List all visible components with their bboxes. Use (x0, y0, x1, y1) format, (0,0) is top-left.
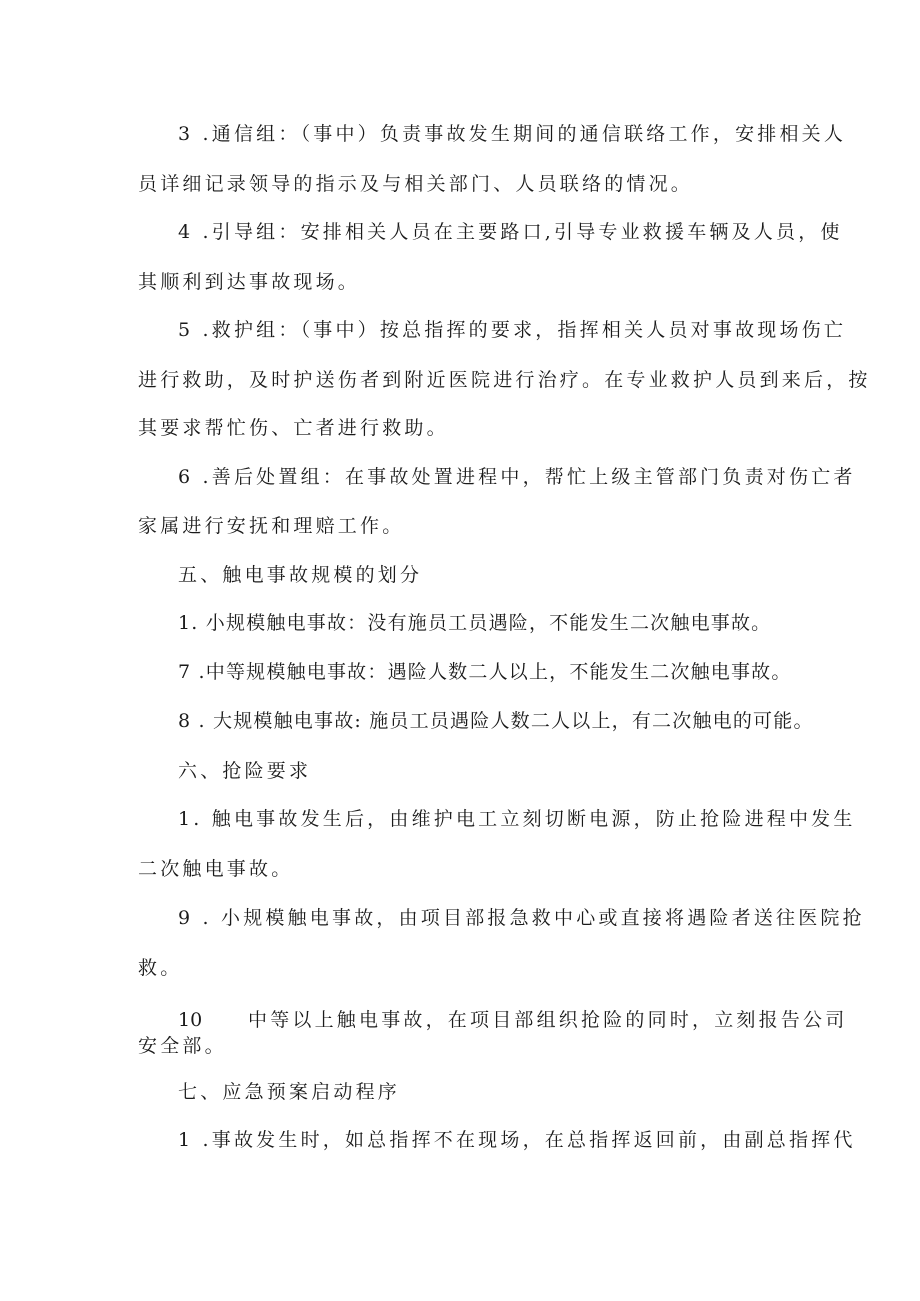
item-5-line-2: 进行救助，及时护送伤者到附近医院进行治疗。在专业救护人员到来后，按 (138, 369, 871, 391)
section-heading-5: 五、触电事故规模的划分 (178, 564, 423, 586)
scale-item-1: 1. 小规模触电事故：没有施员工员遇险，不能发生二次触电事故。 (178, 612, 772, 634)
item-5-line-1: 5 .救护组：（事中）按总指挥的要求，指挥相关人员对事故现场伤亡 (178, 319, 847, 341)
item-6-line-1: 6 .善后处置组：在事故处置进程中，帮忙上级主管部门负责对伤亡者 (178, 466, 856, 488)
item-5-line-3: 其要求帮忙伤、亡者进行救助。 (138, 417, 449, 439)
procedure-item-1-line-1: 1 .事故发生时，如总指挥不在现场，在总指挥返回前，由副总指挥代 (178, 1129, 856, 1151)
section-heading-6: 六、抢险要求 (178, 760, 312, 782)
item-4-line-1: 4 .引导组：安排相关人员在主要路口,引导专业救援车辆及人员，使 (178, 221, 843, 243)
item-3-line-2: 员详细记录领导的指示及与相关部门、人员联络的情况。 (138, 173, 694, 195)
scale-item-8: 8 . 大规模触电事故: 施员工员遇险人数二人以上，有二次触电的可能。 (178, 710, 814, 732)
rescue-item-9-line-2: 救。 (138, 957, 183, 979)
rescue-item-10-line-2: 安全部。 (138, 1035, 227, 1057)
section-heading-7: 七、应急预案启动程序 (178, 1081, 401, 1103)
item-3-line-1: 3 .通信组：（事中）负责事故发生期间的通信联络工作，安排相关人 (178, 123, 847, 145)
rescue-item-10-line-1: 中等以上触电事故，在项目部组织抢险的同时，立刻报告公司 (248, 1009, 848, 1031)
item-4-line-2: 其顺利到达事故现场。 (138, 271, 361, 293)
item-6-line-2: 家属进行安抚和理赔工作。 (138, 515, 405, 537)
scale-item-7: 7 .中等规模触电事故：遇险人数二人以上，不能发生二次触电事故。 (178, 661, 792, 683)
rescue-item-1-line-1: 1. 触电事故发生后，由维护电工立刻切断电源，防止抢险进程中发生 (178, 808, 856, 830)
rescue-item-1-line-2: 二次触电事故。 (138, 858, 294, 880)
rescue-item-10-number: 10 (178, 1009, 203, 1031)
rescue-item-9-line-1: 9 . 小规模触电事故，由项目部报急救中心或直接将遇险者送往医院抢 (178, 907, 865, 929)
